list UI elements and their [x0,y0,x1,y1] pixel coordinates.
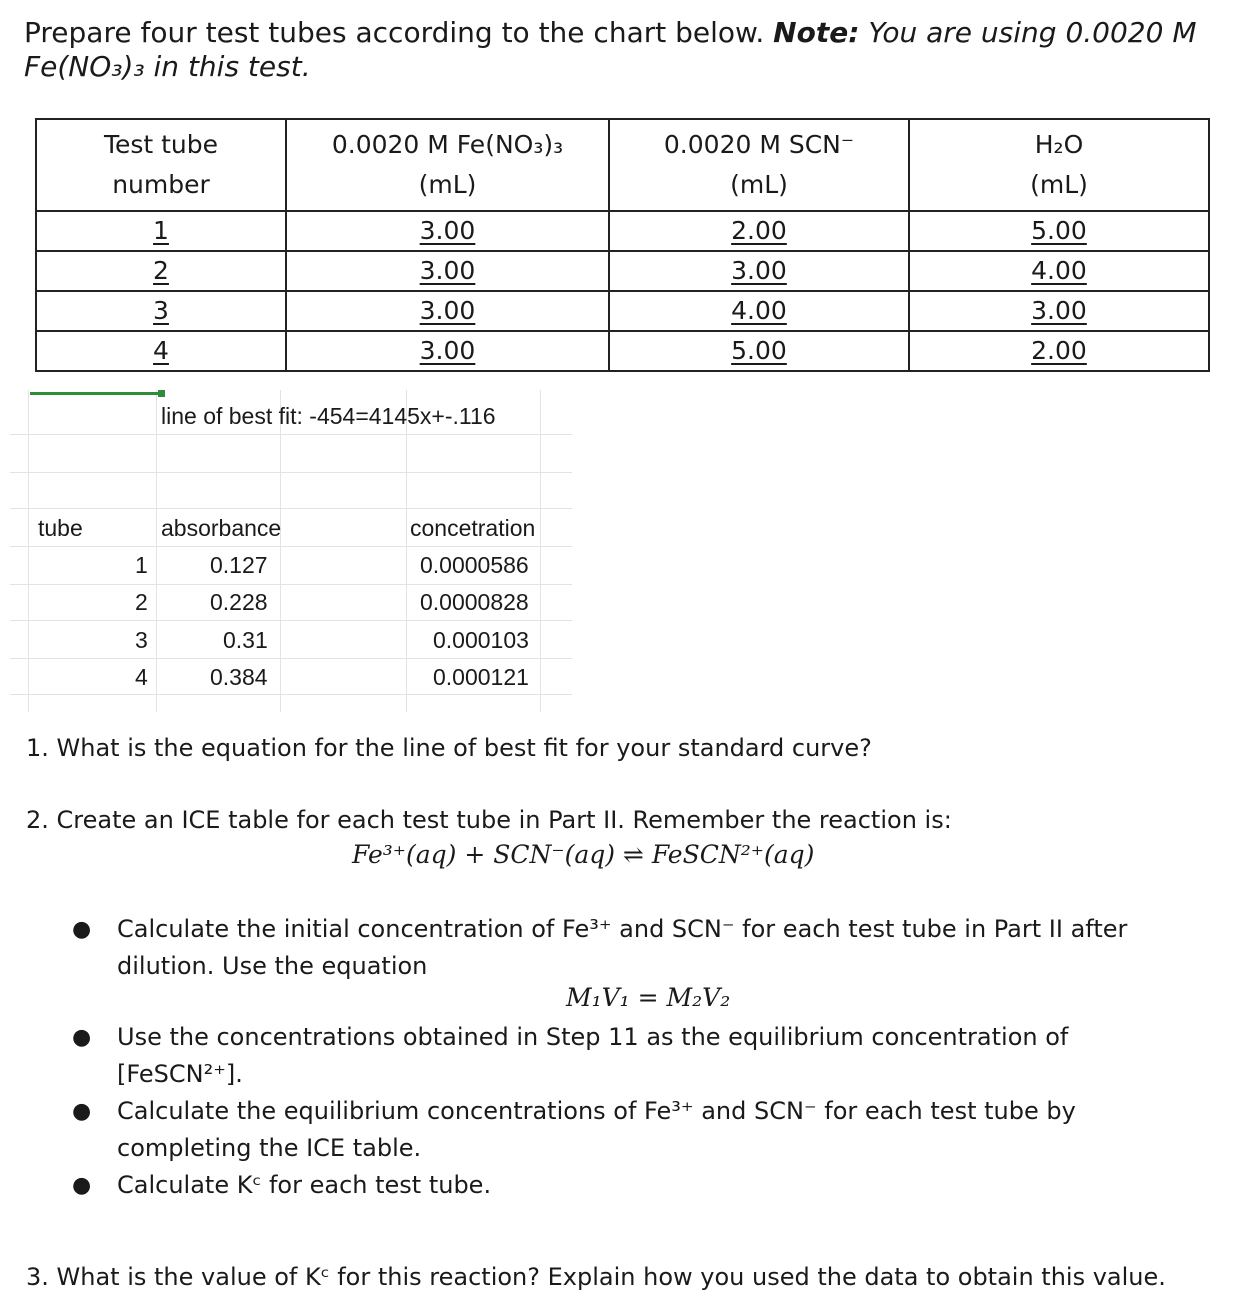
bullet-dot-icon: ● [72,1099,92,1124]
cell-selection-border [30,392,160,395]
header-water: H₂O (mL) [909,119,1209,211]
question-3: 3. What is the value of Kᶜ for this reaction? Explain how you used the data to obtain this value. [26,1263,1166,1291]
concentration-value: 0.000121 [433,664,529,690]
tube-index: 1 [135,552,148,578]
concentration-value: 0.0000828 [420,589,529,615]
fe-volume: 3.00 [419,296,476,325]
bullet-dot-icon: ● [72,1173,92,1198]
instruction-bullets [72,911,1157,985]
scn-volume: 5.00 [731,336,787,365]
selection-handle[interactable] [158,390,165,397]
scn-volume: 4.00 [731,296,787,325]
intro-note-label: Note: [773,16,860,49]
header-tube: tube [38,515,83,541]
header-fe-no3: 0.0020 M Fe(NO₃)₃ (mL) [286,119,609,211]
water-volume: 3.00 [1031,296,1087,325]
scn-volume: 2.00 [731,216,787,245]
water-volume: 5.00 [1031,216,1087,245]
fe-volume: 3.00 [419,216,476,245]
question-2: 2. Create an ICE table for each test tube in Part II. Remember the reaction is: [26,806,952,834]
tube-index: 2 [135,589,148,615]
absorbance-value: 0.228 [210,589,268,615]
prep-table-header [36,119,1209,211]
list-item [72,911,1157,985]
fe-volume: 3.00 [419,336,476,365]
table-row [36,211,1209,251]
bullet-text: Calculate Kᶜ for each test tube. [117,1171,492,1199]
instructions-intro [24,16,1204,84]
tube-index: 4 [135,664,148,690]
tube-index: 3 [135,627,148,653]
tube-number: 2 [153,256,169,285]
header-scn: 0.0020 M SCN⁻ (mL) [609,119,909,211]
table-row [36,331,1209,371]
concentration-value: 0.000103 [433,627,529,653]
spreadsheet-excerpt [10,390,572,712]
reaction-equation: Fe³⁺(aq) + SCN⁻(aq) ⇌ FeSCN²⁺(aq) [352,840,815,869]
absorbance-value: 0.127 [210,552,268,578]
header-concentration: concetration [410,515,536,541]
prep-table [35,118,1210,372]
bullet-dot-icon: ● [72,1025,92,1050]
list-item [72,1093,1157,1167]
water-volume: 4.00 [1031,256,1087,285]
absorbance-value: 0.384 [210,664,268,690]
fe-volume: 3.00 [419,256,476,285]
instruction-bullets-continued [72,1019,1157,1204]
tube-number: 1 [153,216,169,245]
header-tube-number: Test tube number [36,119,286,211]
table-row [36,291,1209,331]
bullet-text: Use the concentrations obtained in Step 11 as the equilibrium concentration of [FeSCN²⁺]. [117,1023,1069,1088]
scn-volume: 3.00 [731,256,787,285]
list-item [72,1167,1157,1204]
list-item [72,1019,1157,1093]
bullet-text: Calculate the equilibrium concentrations of Fe³⁺ and SCN⁻ for each test tube by completing the ICE table. [117,1097,1076,1162]
table-row [36,251,1209,291]
intro-note-text: You are using 0.0020 M Fe(NO₃)₃ in this test. [24,16,1197,83]
concentration-value: 0.0000586 [420,552,529,578]
tube-number: 4 [153,336,169,365]
bullet-text: Calculate the initial concentration of Fe³⁺ and SCN⁻ for each test tube in Part II after dilution. Use the equation [117,915,1128,980]
best-fit-line-text: line of best fit: -454=4145x+-.116 [161,403,496,429]
bullet-dot-icon: ● [72,917,92,942]
header-absorbance: absorbance [161,515,282,541]
question-1: 1. What is the equation for the line of best fit for your standard curve? [26,734,872,762]
tube-number: 3 [153,296,169,325]
absorbance-value: 0.31 [223,627,268,653]
dilution-equation: M₁V₁ = M₂V₂ [566,983,731,1012]
intro-lead: Prepare four test tubes according to the chart below. [24,16,765,49]
water-volume: 2.00 [1031,336,1087,365]
